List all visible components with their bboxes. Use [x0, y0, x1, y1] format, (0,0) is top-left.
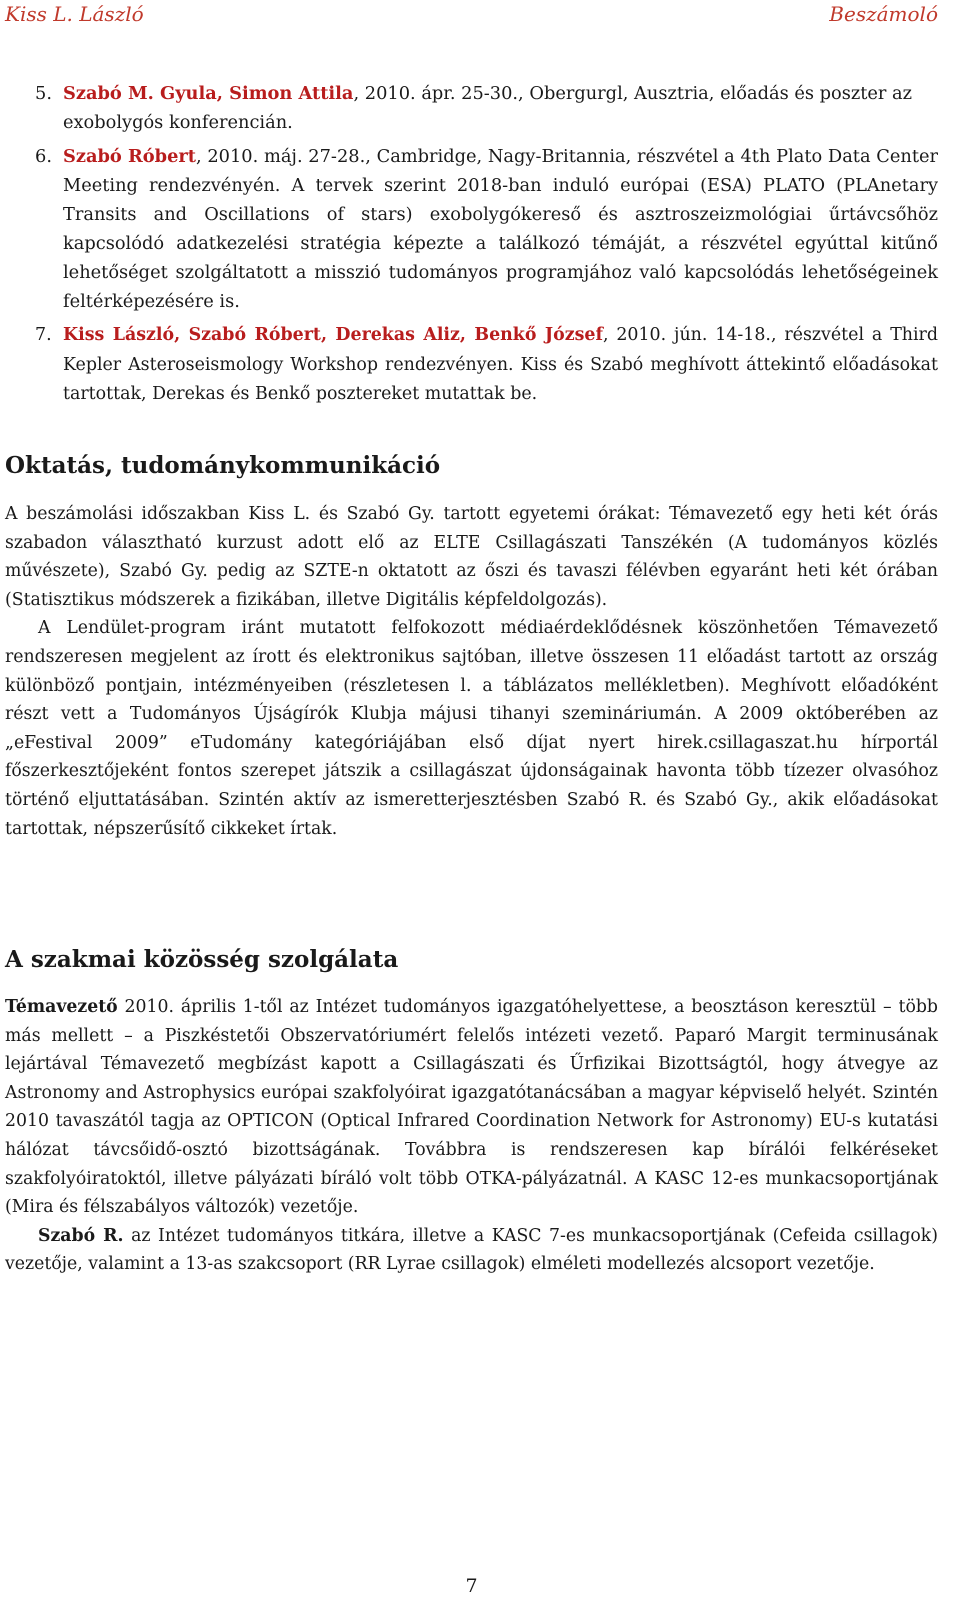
list-item	[5, 321, 938, 410]
running-header	[5, 2, 938, 28]
list-item	[5, 79, 938, 137]
section-community-body	[5, 993, 938, 1279]
item-number: 6.	[35, 146, 52, 167]
header-title: Beszámoló	[829, 2, 938, 26]
page-number: 7	[465, 1575, 478, 1597]
section-heading-community: A szakmai közösség szolgálata	[5, 946, 399, 973]
paragraph: A beszámolási időszakban Kiss L. és Szabó Gy. tartott egyetemi órákat: Témavezető egy heti két órás szabadon választható kurzust adott elő az ELTE Csillagászati Tanszékén (A tudományos közlés művészete), Szabó Gy. pedig az SZTE-n oktatott az őszi és tavaszi félévben egyaránt heti két órában (Statisztikus módszerek a fizikában, illetve Digitális képfeldolgozás).	[5, 504, 938, 610]
item-authors: Szabó M. Gyula, Simon Attila	[63, 83, 354, 104]
item-text: , 2010. ápr. 25-30., Obergurgl, Ausztria, előadás és poszter az exobolygós konferencián.	[63, 83, 913, 133]
section-heading-education: Oktatás, tudománykommunikáció	[5, 452, 441, 479]
paragraph: A Lendület-program iránt mutatott felfokozott médiaérdeklődésnek köszönhetően Témavezető rendszeresen megjelent az írott és elektronikus sajtóban, illetve összesen 11 előadást tartott az ország különböző pontjain, intézményeiben (részletesen l. a táblázatos mellékletben). Meghívott előadóként részt vett a Tudományos Újságírók Klubja májusi tihanyi szemináriumán. A 2009 októberében az „eFestival 2009” eTudomány kategóriájában első díjat nyert hirek.csillagaszat.hu hírportál főszerkesztőjeként fontos szerepet játszik a csillagászat újdonságainak havonta több tízezer olvasóhoz történő eljuttatásában. Szintén aktív az ismeretterjesztésben Szabó R. és Szabó Gy., akik előadásokat tartottak, népszerűsítő cikkeket írtak.	[5, 618, 938, 839]
paragraph	[5, 993, 938, 1222]
paragraph-lead: Szabó R.	[38, 1225, 124, 1246]
item-number: 5.	[35, 83, 52, 104]
item-text: , 2010. jún. 14-18., részvétel a Third Kepler Asteroseismology Workshop rendezvényen. Kiss és Szabó meghívott áttekintő előadásokat tartottak, Derekas és Benkő posztereket mutattak be.	[63, 325, 938, 404]
paragraph-text: 2010. április 1-től az Intézet tudományos igazgatóhelyettese, a beosztáson keresztül – több más mellett – a Piszkéstetői Obszervatóriumért felelős intézeti vezető. Paparó Margit terminusának lejártával Témavezető megbízást kapott a Csillagászati és Űrfizikai Bizottságtól, hogy átvegye az Astronomy and Astrophysics európai szakfolyóirat igazgatótanácsában a magyar képviselő helyét. Szintén 2010 tavaszától tagja az OPTICON (Optical Infrared Coordination Network for Astronomy) EU-s kutatási hálózat távcsőidő-osztó bizottságának. Továbbra is rendszeresen kap bírálói felkéréseket szakfolyóiratoktól, illetve pályázati bíráló volt több OTKA-pályázatnál. A KASC 12-es munkacsoportjának (Mira és félszabályos változók) vezetője.	[5, 997, 938, 1218]
list-item	[5, 142, 938, 316]
paragraph-text: az Intézet tudományos titkára, illetve a KASC 7-es munkacsoportjának (Cefeida csillagok) vezetője, valamint a 13-as szakcsoport (RR Lyrae csillagok) elméleti modellezés alcsoport vezetője.	[5, 1225, 938, 1275]
item-text: , 2010. máj. 27-28., Cambridge, Nagy-Britannia, részvétel a 4th Plato Data Center Meeting rendezvényén. A tervek szerint 2018-ban induló európai (ESA) PLATO (PLAnetary Transits and Oscillations of stars) exobolygókereső és asztroszeizmológiai űrtávcsőhöz kapcsolódó adatkezelési stratégia képezte a találkozó témáját, a részvétel egyúttal kitűnő lehetőséget szolgáltatott a misszió tudományos programjához való kapcsolódás lehetőségeinek feltérképezésére is.	[63, 146, 939, 312]
item-authors: Szabó Róbert	[63, 146, 196, 167]
item-number: 7.	[35, 325, 52, 345]
item-authors: Kiss László, Szabó Róbert, Derekas Aliz, Benkő József	[63, 325, 603, 345]
section-education-body	[5, 500, 938, 843]
paragraph	[5, 1222, 938, 1279]
event-list	[5, 79, 938, 415]
paragraph-lead: Témavezető	[5, 997, 118, 1017]
header-author: Kiss L. László	[5, 2, 144, 26]
